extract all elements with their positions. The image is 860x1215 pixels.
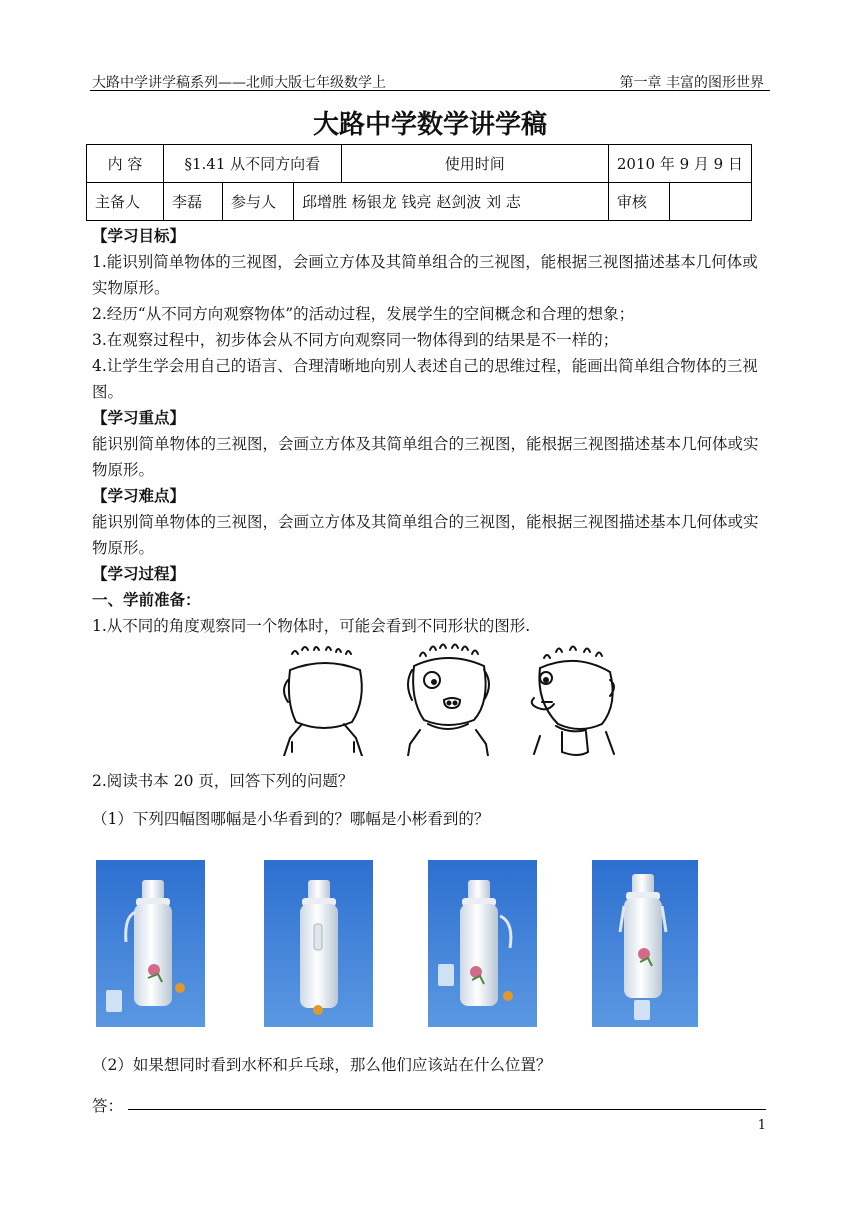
objective-3: 3.在观察过程中，初步体会从不同方向观察同一物体得到的结果是不一样的；	[92, 331, 619, 349]
difficult-points-text: 能识别简单物体的三视图，会画立方体及其简单组合的三视图，能根据三视图描述基本几何体或实物原形。	[92, 513, 759, 557]
flask-photo-4	[592, 860, 698, 1031]
objective-4: 4.让学生学会用自己的语言、合理清晰地向别人表述自己的思维过程，能画出简单组合物体的三视图。	[92, 357, 758, 401]
running-header-left: 大路中学讲学稿系列——北师大版七年级数学上	[92, 75, 386, 91]
participants-label: 参与人	[223, 183, 294, 221]
question-2: （2）如果想同时看到水杯和乒乓球，那么他们应该站在什么位置？	[92, 1056, 552, 1074]
process-heading: 【学习过程】	[92, 565, 186, 583]
content-label: 内 容	[87, 145, 164, 183]
key-points-heading: 【学习重点】	[92, 409, 186, 427]
reading-section	[92, 768, 770, 794]
review-value	[670, 183, 752, 221]
flask-view-3	[428, 860, 537, 1027]
page-number: 1	[757, 1118, 766, 1133]
time-label: 使用时间	[341, 145, 608, 183]
review-label: 审核	[608, 183, 669, 221]
running-header-right: 第一章 丰富的图形世界	[619, 75, 764, 91]
question-1: （1）下列四幅图哪幅是小华看到的？哪幅是小彬看到的？	[92, 810, 490, 828]
table-row	[87, 145, 752, 183]
lead-value: 李磊	[164, 183, 223, 221]
header-divider	[90, 90, 770, 91]
difficult-points-heading: 【学习难点】	[92, 487, 186, 505]
lead-label: 主备人	[87, 183, 164, 221]
time-value: 2010 年 9 月 9 日	[608, 145, 751, 183]
answer-block	[92, 1093, 770, 1119]
flask-photo-2	[264, 860, 373, 1031]
key-points-text: 能识别简单物体的三视图，会画立方体及其简单组合的三视图，能根据三视图描述基本几何体或实物原形。	[92, 435, 759, 479]
cartoon-views	[270, 640, 630, 760]
objectives-section	[92, 223, 770, 639]
content-value: §1.41 从不同方向看	[164, 145, 342, 183]
objective-2: 2.经历“从不同方向观察物体”的活动过程，发展学生的空间概念和合理的想象；	[92, 305, 635, 323]
prep-item-2: 2.阅读书本 20 页，回答下列的问题？	[92, 772, 354, 790]
flask-view-4	[592, 860, 698, 1027]
question-2-block	[92, 1052, 770, 1078]
prep-heading: 一、学前准备：	[92, 591, 201, 609]
flask-view-1	[96, 860, 205, 1027]
answer-label: 答：	[92, 1097, 124, 1115]
page-title: 大路中学数学讲学稿	[312, 110, 547, 140]
prep-item-1: 1.从不同的角度观察同一个物体时，可能会看到不同形状的图形.	[92, 617, 531, 635]
answer-line[interactable]	[128, 1109, 766, 1110]
flask-view-2	[264, 860, 373, 1027]
objectives-heading: 【学习目标】	[92, 227, 186, 245]
participants-value: 邱增胜 杨银龙 钱亮 赵剑波 刘 志	[294, 183, 609, 221]
back-of-head-icon	[270, 640, 630, 756]
question-1-block	[92, 806, 770, 832]
table-row	[87, 183, 752, 221]
objective-1: 1.能识别简单物体的三视图，会画立方体及其简单组合的三视图，能根据三视图描述基本几何体或实物原形。	[92, 253, 758, 297]
info-table	[86, 144, 752, 221]
flask-photo-3	[428, 860, 537, 1031]
flask-photo-1	[96, 860, 205, 1031]
